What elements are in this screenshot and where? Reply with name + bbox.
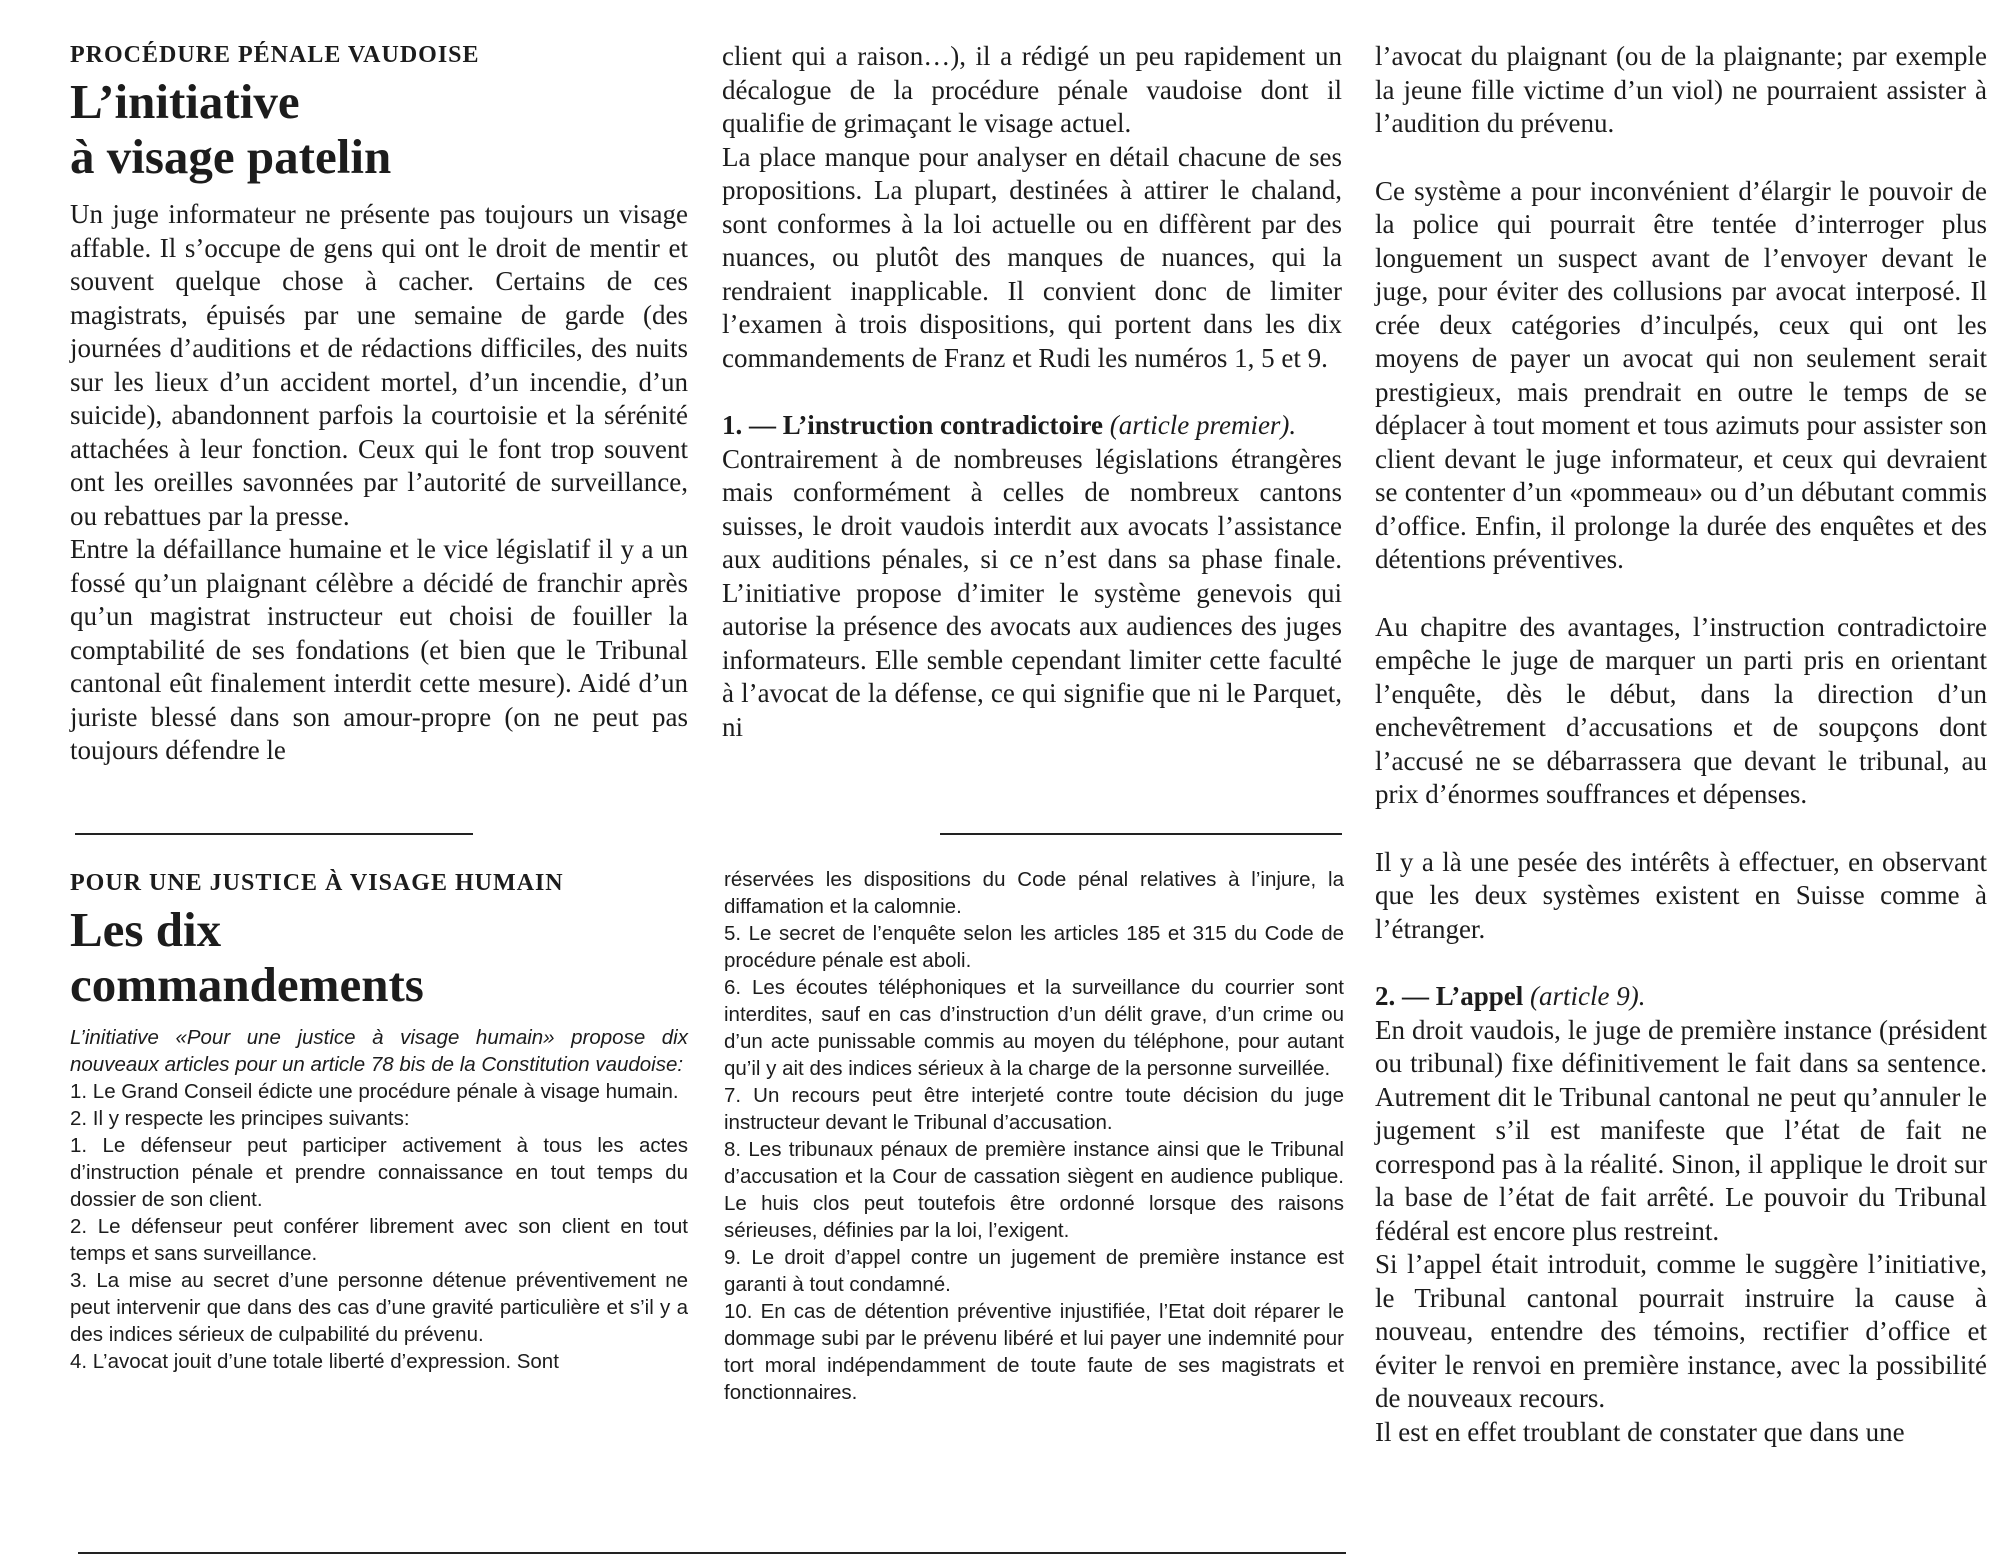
- article2-headline: [70, 902, 688, 1012]
- divider-rule-left: [75, 833, 473, 835]
- article1-headline-line-2: à visage patelin: [70, 129, 392, 184]
- article2-item: 5. Le secret de l’enquête selon les articles 185 et 315 du Code de procédure pénale est aboli.: [724, 922, 1344, 972]
- article1-paragraph: client qui a raison…), il a rédigé un peu rapidement un décalogue de la procédure pénale vaudoise dont il qualifie de grimaçant le visage actuel.: [722, 41, 1342, 138]
- article1-kicker: PROCÉDURE PÉNALE VAUDOISE: [70, 42, 480, 68]
- article1-column-3: [1375, 40, 1987, 1449]
- article2-column-1: [70, 868, 688, 1375]
- article1-paragraph: l’avocat du plaignant (ou de la plaignante; par exemple la jeune fille victime d’un viol) ne pourraient assister à l’audition du prévenu.: [1375, 41, 1987, 138]
- section-1-heading: [722, 409, 1342, 443]
- article1-paragraph: La place manque pour analyser en détail chacune de ses propositions. La plupart, destinées à attirer le chaland, sont conformes à la loi actuelle ou en diffèrent par des nuances, ou plutôt des manques de nuances, qui la rendraient inapplicable. Il convient donc de limiter l’examen à trois dispositions, qui portent dans les dix commandements de Franz et Rudi les numéros 1, 5 et 9.: [722, 141, 1342, 373]
- article1-paragraph: Contrairement à de nombreuses législations étrangères mais conformément à celles de nombreux cantons suisses, le droit vaudois interdit aux avocats l’assistance aux auditions pénales, si ce n’est dans sa phase finale. L’initiative propose d’imiter le système genevois qui autorise la présence des avocats aux audiences des juges informateurs. Elle semble cependant limiter cette faculté à l’avocat de la défense, ce qui signifie que ni le Parquet, ni: [722, 443, 1342, 742]
- article1-paragraph: Il est en effet troublant de constater que dans une: [1375, 1416, 1905, 1447]
- article2-item: 9. Le droit d’appel contre un jugement de première instance est garanti à tout condamné.: [724, 1246, 1344, 1296]
- article1-column-2: [722, 40, 1342, 744]
- article1-paragraph: Ce système a pour inconvénient d’élargir le pouvoir de la police qui pourrait être tentée d’interroger plus longuement un suspect avant de l’envoyer devant le juge, pour éviter des collusions par avocat interposé. Il crée deux catégories d’inculpés, ceux qui ont les moyens de payer un avocat qui non seulement serait prestigieux, mais prendrait en outre le temps de se déplacer à tout moment et tous azimuts pour assister son client devant le juge informateur, et ceux qui devraient se contenter d’un «pommeau» ou d’un débutant commis d’office. Enfin, il prolonge la durée des enquêtes et des détentions préventives.: [1375, 175, 1987, 574]
- article1-headline: [70, 74, 688, 184]
- section-2-reference: (article 9).: [1530, 981, 1646, 1011]
- article1-paragraph: Au chapitre des avantages, l’instruction contradictoire empêche le juge de marquer un parti pris en orientant l’enquête, dès le début, dans la direction d’un enchevêtrement d’accusations et de soupçons dont l’accusé ne se débarrassera que devant le tribunal, au prix d’énormes souffrances et dépenses.: [1375, 611, 1987, 809]
- article2-item: 2. Le défenseur peut conférer librement avec son client en tout temps et sans surveillance.: [70, 1215, 688, 1265]
- article2-headline-line-1: Les dix: [70, 902, 222, 957]
- divider-rule-middle: [940, 833, 1342, 835]
- article1-headline-line-1: L’initiative: [70, 74, 300, 129]
- article2-item: 4. L’avocat jouit d’une totale liberté d’expression. Sont: [70, 1350, 559, 1373]
- article2-item: 2. Il y respecte les principes suivants:: [70, 1107, 410, 1130]
- article2-item: 7. Un recours peut être interjeté contre toute décision du juge instructeur devant le Tribunal d’accusation.: [724, 1084, 1344, 1134]
- article1-paragraph: Si l’appel était introduit, comme le suggère l’initiative, le Tribunal cantonal pourrait instruire la cause à nouveau, entendre des témoins, rectifier d’office et éviter le renvoi en première instance, avec la possibilité de nouveaux recours.: [1375, 1249, 1987, 1413]
- article2-item: 6. Les écoutes téléphoniques et la surveillance du courrier sont interdites, sauf en cas d’instruction d’un délit grave, d’un crime ou d’un acte punissable commis au moyen du téléphone, pour autant qu’il y ait des indices sérieux à la charge de la personne surveillée.: [724, 976, 1344, 1080]
- article1-paragraph: Un juge informateur ne présente pas toujours un visage affable. Il s’occupe de gens qui ont le droit de mentir et souvent quelque chose à cacher. Certains de ces magistrats, épuisés par une semaine de garde (des journées d’auditions et de rédactions difficiles, des nuits sur les lieux d’un accident mortel, d’un incendie, d’un suicide), abandonnent parfois la courtoisie et la sérénité attachées à leur fonction. Ceux qui le font trop souvent ont les oreilles savonnées par l’autorité de surveillance, ou rebattues par la presse.: [70, 199, 688, 531]
- section-2-heading: [1375, 980, 1987, 1014]
- divider-rule-bottom: [78, 1552, 1346, 1554]
- section-1-reference: (article premier).: [1109, 410, 1297, 440]
- section-1-title: 1. — L’instruction contradictoire: [722, 410, 1103, 440]
- article2-kicker: POUR UNE JUSTICE À VISAGE HUMAIN: [70, 870, 564, 896]
- section-2-title: 2. — L’appel: [1375, 981, 1524, 1011]
- article2-item: 1. Le défenseur peut participer activement à tous les actes d’instruction pénale et prendre connaissance en tout temps du dossier de son client.: [70, 1134, 688, 1211]
- article2-item: 10. En cas de détention préventive injustifiée, l’Etat doit réparer le dommage subi par le prévenu libéré et lui payer une indemnité pour tort moral indépendamment de toute faute de ses magistrats et fonctionnaires.: [724, 1300, 1344, 1404]
- article2-column-2: [724, 866, 1344, 1406]
- article2-item: 3. La mise au secret d’une personne détenue préventivement ne peut intervenir que dans des cas d’une gravité particulière et s’il y a des indices sérieux de culpabilité du prévenu.: [70, 1269, 688, 1346]
- article1-column-1: [70, 40, 688, 768]
- article2-headline-line-2: commandements: [70, 957, 424, 1012]
- article2-item: 1. Le Grand Conseil édicte une procédure pénale à visage humain.: [70, 1080, 679, 1103]
- article1-paragraph: En droit vaudois, le juge de première instance (président ou tribunal) fixe définitivement le fait dans sa sentence. Autrement dit le Tribunal cantonal ne peut qu’annuler le jugement s’il est manifeste que l’état de fait ne correspond pas à la réalité. Sinon, il applique le droit sur la base de l’état de fait arrêté. Le pouvoir du Tribunal fédéral est encore plus restreint.: [1375, 1014, 1987, 1246]
- article1-paragraph: Entre la défaillance humaine et le vice législatif il y a un fossé qu’un plaignant célèbre a décidé de franchir après qu’un magistrat instructeur eut choisi de fouiller la comptabilité de ses fondations (et bien que le Tribunal cantonal eût finalement interdit cette mesure). Aidé d’un juriste blessé dans son amour-propre (on ne peut pas toujours défendre le: [70, 534, 688, 765]
- article2-intro: L’initiative «Pour une justice à visage humain» propose dix nouveaux articles pour un article 78 bis de la Constitution vaudoise:: [70, 1026, 688, 1076]
- article1-paragraph: Il y a là une pesée des intérêts à effectuer, en observant que les deux systèmes existent en Suisse comme à l’étranger.: [1375, 846, 1987, 944]
- article2-item: réservées les dispositions du Code pénal relatives à l’injure, la diffamation et la calomnie.: [724, 868, 1344, 918]
- article2-item: 8. Les tribunaux pénaux de première instance ainsi que le Tribunal d’accusation et la Cour de cassation siègent en audience publique. Le huis clos peut toutefois être ordonné lorsque des raisons sérieuses, définies par la loi, l’exigent.: [724, 1138, 1344, 1242]
